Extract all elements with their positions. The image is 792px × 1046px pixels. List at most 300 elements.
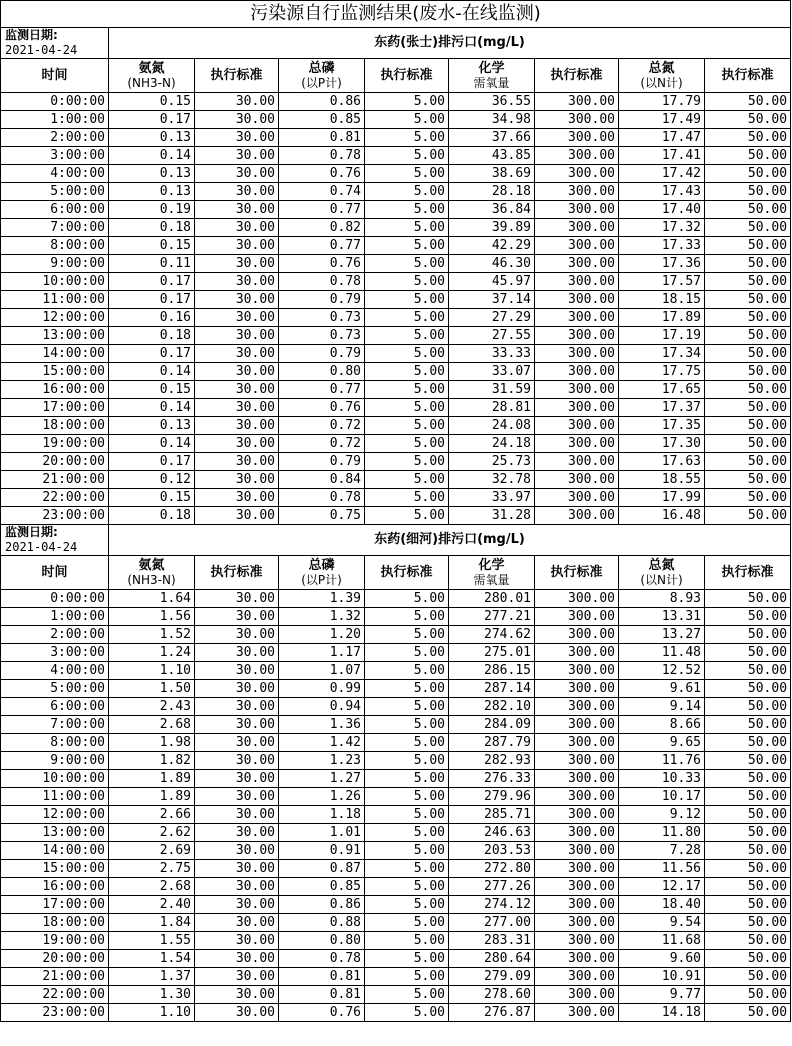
tn-cell: 8.93: [619, 590, 705, 608]
tn-std-cell: 50.00: [705, 824, 791, 842]
cod-std-cell: 300.00: [535, 399, 619, 417]
cod-cell: 279.09: [449, 968, 535, 986]
nh3-standard-header-line: 执行标准: [210, 565, 263, 580]
time-cell: 8:00:00: [1, 734, 109, 752]
nh3-cell: 1.82: [109, 752, 195, 770]
cod-cell: 287.14: [449, 680, 535, 698]
nh3-std-cell: 30.00: [195, 471, 279, 489]
tp-std-cell: 5.00: [365, 716, 449, 734]
cod-cell: 277.21: [449, 608, 535, 626]
time-cell: 14:00:00: [1, 345, 109, 363]
table-row: [1, 914, 791, 932]
page-title: 污染源自行监测结果(废水-在线监测): [1, 1, 791, 28]
table-row: [1, 453, 791, 471]
tn-std-cell: 50.00: [705, 201, 791, 219]
table-row: [1, 590, 791, 608]
tp-cell: 0.76: [279, 165, 365, 183]
nh3-cell: 1.89: [109, 770, 195, 788]
tn-std-cell: 50.00: [705, 453, 791, 471]
tn-cell: 17.41: [619, 147, 705, 165]
tp-cell: 0.82: [279, 219, 365, 237]
tn-std-cell: 50.00: [705, 770, 791, 788]
nh3-std-cell: 30.00: [195, 147, 279, 165]
cod-cell: 33.97: [449, 489, 535, 507]
cod-cell: 274.62: [449, 626, 535, 644]
cod-std-cell: 300.00: [535, 734, 619, 752]
time-cell: 18:00:00: [1, 914, 109, 932]
cod-cell: 203.53: [449, 842, 535, 860]
tn-std-cell: 50.00: [705, 471, 791, 489]
cod-cell: 42.29: [449, 237, 535, 255]
tp-std-cell: 5.00: [365, 417, 449, 435]
tp-cell: 0.77: [279, 201, 365, 219]
tn-std-cell: 50.00: [705, 806, 791, 824]
outlet-name: 东药(细河)排污口(mg/L): [109, 525, 791, 556]
cod-std-cell: 300.00: [535, 662, 619, 680]
tn-std-cell: 50.00: [705, 147, 791, 165]
tp-cell: 0.78: [279, 273, 365, 291]
time-cell: 19:00:00: [1, 932, 109, 950]
cod-cell: 284.09: [449, 716, 535, 734]
cod-cell: 286.15: [449, 662, 535, 680]
cod-standard-header-line: 执行标准: [550, 68, 603, 83]
tn-header-line: 总氮: [648, 60, 675, 76]
tp-cell: 0.80: [279, 363, 365, 381]
tn-std-cell: 50.00: [705, 626, 791, 644]
time-cell: 0:00:00: [1, 590, 109, 608]
time-cell: 19:00:00: [1, 435, 109, 453]
tn-cell: 17.36: [619, 255, 705, 273]
nh3-std-cell: 30.00: [195, 453, 279, 471]
cod-cell: 279.96: [449, 788, 535, 806]
tn-cell: 9.60: [619, 950, 705, 968]
tp-cell: 0.76: [279, 1004, 365, 1022]
nh3-cell: 1.10: [109, 1004, 195, 1022]
nh3-cell: 1.30: [109, 986, 195, 1004]
table-row: [1, 680, 791, 698]
tn-cell: 9.54: [619, 914, 705, 932]
table-row: [1, 183, 791, 201]
nh3-standard-header-line: 执行标准: [210, 68, 263, 83]
tn-std-cell: 50.00: [705, 129, 791, 147]
cod-cell: 37.66: [449, 129, 535, 147]
nh3-std-cell: 30.00: [195, 489, 279, 507]
tp-header-line: 总磷: [308, 60, 335, 76]
tp-cell: 0.88: [279, 914, 365, 932]
nh3-std-cell: 30.00: [195, 770, 279, 788]
nh3-cell: 1.55: [109, 932, 195, 950]
time-cell: 17:00:00: [1, 399, 109, 417]
cod-cell: 282.10: [449, 698, 535, 716]
tp-std-cell: 5.00: [365, 147, 449, 165]
cod-cell: 280.64: [449, 950, 535, 968]
tn-std-cell: 50.00: [705, 93, 791, 111]
tp-cell: 0.81: [279, 968, 365, 986]
nh3-cell: 1.54: [109, 950, 195, 968]
tp-cell: 0.79: [279, 345, 365, 363]
tn-cell: 17.33: [619, 237, 705, 255]
tn-cell: 9.77: [619, 986, 705, 1004]
tp-std-cell: 5.00: [365, 507, 449, 525]
cod-cell: 28.81: [449, 399, 535, 417]
tp-cell: 0.86: [279, 93, 365, 111]
nh3-cell: 1.10: [109, 662, 195, 680]
tp-standard-header-line: 执行标准: [380, 565, 433, 580]
tn-std-cell: 50.00: [705, 590, 791, 608]
nh3-std-cell: 30.00: [195, 644, 279, 662]
tp-cell: 1.18: [279, 806, 365, 824]
cod-std-cell: 300.00: [535, 950, 619, 968]
time-cell: 18:00:00: [1, 417, 109, 435]
nh3-cell: 0.15: [109, 381, 195, 399]
tn-std-cell: 50.00: [705, 273, 791, 291]
tn-cell: 10.17: [619, 788, 705, 806]
title-row: [1, 1, 791, 28]
cod-cell: 43.85: [449, 147, 535, 165]
nh3-cell: 0.19: [109, 201, 195, 219]
cod-header: [449, 59, 535, 93]
cod-cell: 287.79: [449, 734, 535, 752]
time-cell: 7:00:00: [1, 219, 109, 237]
cod-std-cell: 300.00: [535, 129, 619, 147]
nh3-cell: 1.89: [109, 788, 195, 806]
nh3-cell: 1.98: [109, 734, 195, 752]
tp-cell: 0.77: [279, 237, 365, 255]
cod-std-cell: 300.00: [535, 93, 619, 111]
cod-std-cell: 300.00: [535, 770, 619, 788]
tn-std-cell: 50.00: [705, 734, 791, 752]
cod-std-cell: 300.00: [535, 165, 619, 183]
tp-cell: 0.99: [279, 680, 365, 698]
tn-std-cell: 50.00: [705, 507, 791, 525]
time-cell: 17:00:00: [1, 896, 109, 914]
table-row: [1, 471, 791, 489]
nh3-std-cell: 30.00: [195, 183, 279, 201]
tp-cell: 0.75: [279, 507, 365, 525]
tn-cell: 10.91: [619, 968, 705, 986]
table-row: [1, 788, 791, 806]
cod-cell: 276.33: [449, 770, 535, 788]
tn-std-cell: 50.00: [705, 489, 791, 507]
nh3-std-cell: 30.00: [195, 698, 279, 716]
cod-std-cell: 300.00: [535, 698, 619, 716]
monitoring-date-label: 监测日期:: [5, 28, 58, 42]
nh3-cell: 0.17: [109, 273, 195, 291]
nh3-std-cell: 30.00: [195, 327, 279, 345]
time-cell: 15:00:00: [1, 363, 109, 381]
tn-std-cell: 50.00: [705, 842, 791, 860]
tn-cell: 11.68: [619, 932, 705, 950]
tp-cell: 0.74: [279, 183, 365, 201]
tn-cell: 7.28: [619, 842, 705, 860]
cod-cell: 24.08: [449, 417, 535, 435]
nh3-std-cell: 30.00: [195, 860, 279, 878]
cod-std-cell: 300.00: [535, 824, 619, 842]
cod-cell: 275.01: [449, 644, 535, 662]
table-row: [1, 327, 791, 345]
nh3-cell: 0.14: [109, 435, 195, 453]
cod-std-cell: 300.00: [535, 914, 619, 932]
nh3-cell: 0.16: [109, 309, 195, 327]
tn-cell: 18.15: [619, 291, 705, 309]
cod-cell: 27.55: [449, 327, 535, 345]
nh3-cell: 1.52: [109, 626, 195, 644]
tp-std-cell: 5.00: [365, 435, 449, 453]
tn-cell: 17.99: [619, 489, 705, 507]
time-cell: 10:00:00: [1, 273, 109, 291]
nh3-std-cell: 30.00: [195, 806, 279, 824]
tp-std-cell: 5.00: [365, 201, 449, 219]
tp-std-cell: 5.00: [365, 986, 449, 1004]
tp-std-cell: 5.00: [365, 842, 449, 860]
table-row: [1, 806, 791, 824]
tp-cell: 0.87: [279, 860, 365, 878]
nh3-std-cell: 30.00: [195, 273, 279, 291]
cod-cell: 280.01: [449, 590, 535, 608]
table-row: [1, 734, 791, 752]
time-cell: 15:00:00: [1, 860, 109, 878]
time-cell: 13:00:00: [1, 824, 109, 842]
nh3-cell: 1.56: [109, 608, 195, 626]
tp-std-cell: 5.00: [365, 878, 449, 896]
tp-cell: 1.17: [279, 644, 365, 662]
tn-std-cell: 50.00: [705, 183, 791, 201]
tp-cell: 0.78: [279, 950, 365, 968]
tp-std-cell: 5.00: [365, 590, 449, 608]
cod-cell: 278.60: [449, 986, 535, 1004]
nh3-std-cell: 30.00: [195, 399, 279, 417]
tn-cell: 13.31: [619, 608, 705, 626]
nh3-std-cell: 30.00: [195, 345, 279, 363]
time-cell: 20:00:00: [1, 453, 109, 471]
nh3-cell: 0.15: [109, 93, 195, 111]
nh3-std-cell: 30.00: [195, 824, 279, 842]
cod-std-cell: 300.00: [535, 453, 619, 471]
cod-std-cell: 300.00: [535, 932, 619, 950]
nh3-std-cell: 30.00: [195, 309, 279, 327]
nh3-cell: 0.14: [109, 147, 195, 165]
tp-std-cell: 5.00: [365, 644, 449, 662]
cod-cell: 28.18: [449, 183, 535, 201]
nh3-std-cell: 30.00: [195, 507, 279, 525]
tp-std-cell: 5.00: [365, 788, 449, 806]
tn-std-cell: 50.00: [705, 986, 791, 1004]
table-row: [1, 896, 791, 914]
table-row: [1, 489, 791, 507]
time-cell: 2:00:00: [1, 129, 109, 147]
cod-std-cell: 300.00: [535, 273, 619, 291]
table-row: [1, 842, 791, 860]
nh3-cell: 2.75: [109, 860, 195, 878]
tp-std-cell: 5.00: [365, 770, 449, 788]
tp-cell: 1.39: [279, 590, 365, 608]
nh3-std-cell: 30.00: [195, 381, 279, 399]
tn-cell: 12.17: [619, 878, 705, 896]
tp-cell: 1.36: [279, 716, 365, 734]
tn-header: [619, 59, 705, 93]
tp-cell: 0.81: [279, 129, 365, 147]
nh3-std-cell: 30.00: [195, 435, 279, 453]
tp-std-cell: 5.00: [365, 662, 449, 680]
nh3-std-cell: 30.00: [195, 255, 279, 273]
cod-header-line: 需氧量: [473, 75, 510, 90]
tp-std-cell: 5.00: [365, 1004, 449, 1022]
nh3-cell: 0.13: [109, 129, 195, 147]
tp-cell: 0.86: [279, 896, 365, 914]
nh3-std-cell: 30.00: [195, 914, 279, 932]
time-cell: 23:00:00: [1, 507, 109, 525]
table-row: [1, 608, 791, 626]
cod-std-cell: 300.00: [535, 896, 619, 914]
nh3-cell: 2.69: [109, 842, 195, 860]
tp-cell: 0.84: [279, 471, 365, 489]
tp-cell: 0.78: [279, 489, 365, 507]
nh3-cell: 0.13: [109, 417, 195, 435]
tn-std-cell: 50.00: [705, 165, 791, 183]
monitoring-date-label: 监测日期:: [5, 525, 58, 539]
cod-std-cell: 300.00: [535, 291, 619, 309]
tn-cell: 8.66: [619, 716, 705, 734]
tp-cell: 0.73: [279, 327, 365, 345]
cod-standard-header: [535, 59, 619, 93]
tn-std-cell: 50.00: [705, 680, 791, 698]
nh3-cell: 2.40: [109, 896, 195, 914]
tn-cell: 17.40: [619, 201, 705, 219]
table-row: [1, 363, 791, 381]
time-cell: 2:00:00: [1, 626, 109, 644]
table-row: [1, 1004, 791, 1022]
time-cell: 13:00:00: [1, 327, 109, 345]
tn-cell: 17.89: [619, 309, 705, 327]
nh3-std-cell: 30.00: [195, 291, 279, 309]
tn-std-cell: 50.00: [705, 932, 791, 950]
time-cell: 7:00:00: [1, 716, 109, 734]
cod-std-cell: 300.00: [535, 806, 619, 824]
tn-cell: 17.19: [619, 327, 705, 345]
monitoring-date-value: 2021-04-24: [5, 43, 78, 57]
tp-std-cell: 5.00: [365, 896, 449, 914]
nh3-header: [109, 59, 195, 93]
cod-cell: 276.87: [449, 1004, 535, 1022]
nh3-header: [109, 556, 195, 590]
tn-std-cell: 50.00: [705, 291, 791, 309]
cod-std-cell: 300.00: [535, 489, 619, 507]
nh3-std-cell: 30.00: [195, 626, 279, 644]
nh3-cell: 0.18: [109, 507, 195, 525]
time-cell: 11:00:00: [1, 788, 109, 806]
time-cell: 23:00:00: [1, 1004, 109, 1022]
tp-std-cell: 5.00: [365, 165, 449, 183]
tp-cell: 0.73: [279, 309, 365, 327]
time-header: [1, 59, 109, 93]
time-cell: 20:00:00: [1, 950, 109, 968]
nh3-cell: 1.64: [109, 590, 195, 608]
tn-header-line: (以N计): [640, 75, 683, 90]
tp-cell: 0.85: [279, 111, 365, 129]
cod-std-cell: 300.00: [535, 183, 619, 201]
nh3-std-cell: 30.00: [195, 608, 279, 626]
cod-std-cell: 300.00: [535, 842, 619, 860]
table-row: [1, 147, 791, 165]
cod-header-line: 需氧量: [473, 572, 510, 587]
tp-header: [279, 59, 365, 93]
table-row: [1, 201, 791, 219]
nh3-header-line: 氨氮: [138, 557, 165, 573]
time-header-line: 时间: [41, 565, 68, 580]
tp-std-cell: 5.00: [365, 968, 449, 986]
tp-cell: 0.79: [279, 291, 365, 309]
tn-cell: 17.75: [619, 363, 705, 381]
table-row: [1, 878, 791, 896]
tn-std-cell: 50.00: [705, 363, 791, 381]
nh3-cell: 0.15: [109, 489, 195, 507]
table-row: [1, 824, 791, 842]
nh3-cell: 0.11: [109, 255, 195, 273]
tn-cell: 14.18: [619, 1004, 705, 1022]
tn-std-cell: 50.00: [705, 399, 791, 417]
tn-std-cell: 50.00: [705, 698, 791, 716]
tn-cell: 17.49: [619, 111, 705, 129]
tn-cell: 18.55: [619, 471, 705, 489]
nh3-standard-header: [195, 556, 279, 590]
time-cell: 12:00:00: [1, 309, 109, 327]
cod-std-cell: 300.00: [535, 644, 619, 662]
tp-std-cell: 5.00: [365, 309, 449, 327]
time-cell: 16:00:00: [1, 381, 109, 399]
nh3-cell: 2.68: [109, 878, 195, 896]
column-header-row: [1, 59, 791, 93]
cod-cell: 282.93: [449, 752, 535, 770]
tn-cell: 11.48: [619, 644, 705, 662]
table-row: [1, 986, 791, 1004]
table-row: [1, 950, 791, 968]
nh3-cell: 2.43: [109, 698, 195, 716]
monitoring-date-cell: [1, 525, 109, 556]
tp-std-cell: 5.00: [365, 363, 449, 381]
time-cell: 21:00:00: [1, 471, 109, 489]
nh3-cell: 2.68: [109, 716, 195, 734]
table-row: [1, 644, 791, 662]
cod-std-cell: 300.00: [535, 878, 619, 896]
nh3-cell: 1.50: [109, 680, 195, 698]
tp-cell: 0.81: [279, 986, 365, 1004]
table-row: [1, 716, 791, 734]
tn-header-line: 总氮: [648, 557, 675, 573]
cod-cell: 31.28: [449, 507, 535, 525]
tn-cell: 12.52: [619, 662, 705, 680]
time-cell: 6:00:00: [1, 698, 109, 716]
nh3-std-cell: 30.00: [195, 219, 279, 237]
nh3-cell: 1.84: [109, 914, 195, 932]
cod-std-cell: 300.00: [535, 507, 619, 525]
cod-std-cell: 300.00: [535, 219, 619, 237]
cod-std-cell: 300.00: [535, 309, 619, 327]
nh3-cell: 0.14: [109, 363, 195, 381]
nh3-cell: 0.18: [109, 219, 195, 237]
tn-std-cell: 50.00: [705, 752, 791, 770]
tn-std-cell: 50.00: [705, 860, 791, 878]
nh3-header-line: (NH3-N): [127, 75, 176, 90]
tn-std-cell: 50.00: [705, 435, 791, 453]
table-row: [1, 860, 791, 878]
tp-cell: 0.91: [279, 842, 365, 860]
nh3-cell: 2.62: [109, 824, 195, 842]
cod-cell: 36.84: [449, 201, 535, 219]
time-cell: 3:00:00: [1, 147, 109, 165]
tn-std-cell: 50.00: [705, 950, 791, 968]
tp-std-cell: 5.00: [365, 291, 449, 309]
time-header-line: 时间: [41, 68, 68, 83]
